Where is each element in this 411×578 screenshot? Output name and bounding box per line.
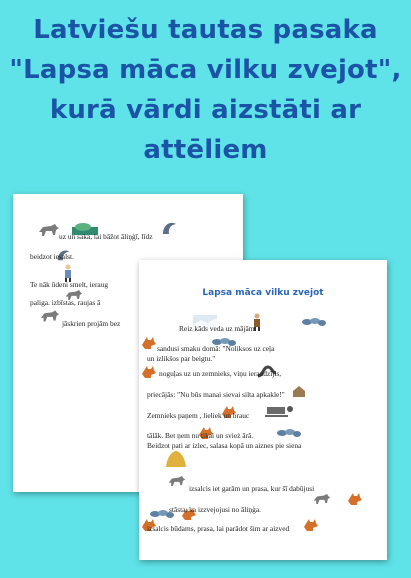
back-line-2: beidzot iesalst. — [30, 252, 74, 261]
wolf-icon — [39, 308, 61, 324]
fox-icon — [303, 518, 319, 532]
back-line-5: jāskrien projām bez — [62, 319, 121, 328]
page-title — [0, 10, 411, 170]
wolf-icon — [167, 474, 187, 488]
title-line-2: "Lapsa māca vilku zvejot", — [9, 55, 402, 85]
front-line-7: tālāk. Bet ņem nu tikai un svież ārā. — [147, 431, 254, 440]
front-line-5: priecājās: "Nu būs manai sievai silta apkakle!" — [147, 390, 285, 399]
fish-icon — [276, 428, 302, 438]
fox-icon — [141, 365, 157, 379]
title-line-1: Latviešu tautas pasaka — [33, 15, 378, 45]
front-worksheet — [139, 260, 387, 560]
title-line-4: attēliem — [143, 135, 268, 165]
back-line-4: paliga. izbīstas, raujas ā — [30, 298, 101, 307]
front-line-10: stāsta, ka izzvejojusi no āliņģa. — [169, 505, 261, 514]
front-line-1: Reiz kāds veda uz mājām — [179, 324, 255, 333]
front-line-6: Zemnieks paņem , lieliek un brauc — [147, 411, 250, 420]
back-line-1: uz un saka, lai bāžot āliņģī, līdz — [59, 232, 153, 241]
fox-icon — [141, 336, 157, 350]
front-line-3: un izlikšos par beigtu." — [147, 354, 216, 363]
fish-icon — [301, 317, 327, 327]
front-line-2: sandusi smaku domā: "Noliksos uz ceļa — [157, 344, 275, 353]
wolf-icon — [312, 492, 332, 506]
front-line-8: Beidzot pati ar izlec, salasa kopā un aiznes pie siena — [147, 441, 302, 450]
worksheet-title: Lapsa māca vilku zvejot — [202, 288, 324, 298]
tail-icon — [161, 220, 177, 236]
sledge-icon — [264, 403, 294, 419]
front-line-11: izsalcis būdams, prasa, lai parādot šim ar aizved — [147, 524, 290, 533]
wolf-icon — [37, 222, 61, 238]
front-line-4: noguļas uz un zemnieks, viņu ieraudzījis, — [159, 369, 282, 378]
haystack-icon — [165, 450, 187, 468]
fox-icon — [347, 492, 363, 506]
front-line-9: izsalcis iet garām un prasa, kur šī dabūjusi — [189, 484, 315, 493]
back-line-3: Te nāk ūdeni smelt, ieraug — [30, 280, 109, 289]
title-line-3: kurā vārdi aizstāti ar — [49, 95, 362, 125]
house-icon — [291, 384, 307, 398]
